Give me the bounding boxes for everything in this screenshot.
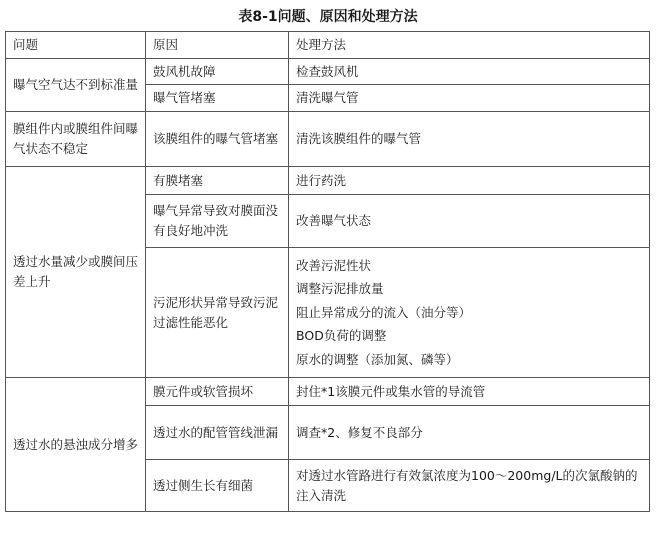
solution-cell: 检查鼓风机 — [289, 59, 650, 85]
problem-cell: 曝气空气达不到标准量 — [6, 59, 146, 112]
header-cause: 原因 — [146, 32, 289, 59]
cause-cell: 曝气异常导致对膜面没有良好地冲洗 — [146, 195, 289, 248]
cause-cell: 透过侧生长有细菌 — [146, 460, 289, 512]
solution-line: 原水的调整（添加氮、磷等） — [296, 351, 459, 367]
solution-cell: 清洗该膜组件的曝气管 — [289, 112, 650, 167]
solution-line: 调整污泥排放量 — [296, 281, 384, 297]
cause-cell: 鼓风机故障 — [146, 59, 289, 85]
table-row — [6, 378, 650, 406]
solution-line: 阻止异常成分的流入（油分等） — [296, 304, 472, 320]
problem-cell: 透过水量减少或膜间压差上升 — [6, 167, 146, 378]
solution-line: 改善污泥性状 — [296, 257, 372, 273]
problem-cause-solution-table — [5, 31, 650, 512]
solution-cell — [289, 248, 650, 378]
cause-cell: 该膜组件的曝气管堵塞 — [146, 112, 289, 167]
problem-cell: 透过水的悬浊成分增多 — [6, 378, 146, 512]
table-row — [6, 167, 650, 195]
table-title: 表8-1问题、原因和处理方法 — [238, 9, 418, 25]
header-row — [6, 32, 650, 59]
solution-cell: 封住*1该膜元件或集水管的导流管 — [289, 378, 650, 406]
solution-cell: 清洗曝气管 — [289, 85, 650, 112]
solution-cell: 调查*2、修复不良部分 — [289, 406, 650, 460]
header-solution: 处理方法 — [289, 32, 650, 59]
cause-cell: 膜元件或软管损坏 — [146, 378, 289, 406]
table-row — [6, 112, 650, 167]
problem-cell: 膜组件内或膜组件间曝气状态不稳定 — [6, 112, 146, 167]
cause-cell: 曝气管堵塞 — [146, 85, 289, 112]
solution-line: BOD负荷的调整 — [296, 328, 387, 344]
solution-cell: 改善曝气状态 — [289, 195, 650, 248]
header-problem: 问题 — [6, 32, 146, 59]
cause-cell: 污泥形状异常导致污泥过滤性能恶化 — [146, 248, 289, 378]
cause-cell: 透过水的配管管线泄漏 — [146, 406, 289, 460]
table-row — [6, 59, 650, 85]
solution-cell: 进行药洗 — [289, 167, 650, 195]
cause-cell: 有膜堵塞 — [146, 167, 289, 195]
solution-cell: 对透过水管路进行有效氯浓度为100～200mg/L的次氯酸钠的注入清洗 — [289, 460, 650, 512]
